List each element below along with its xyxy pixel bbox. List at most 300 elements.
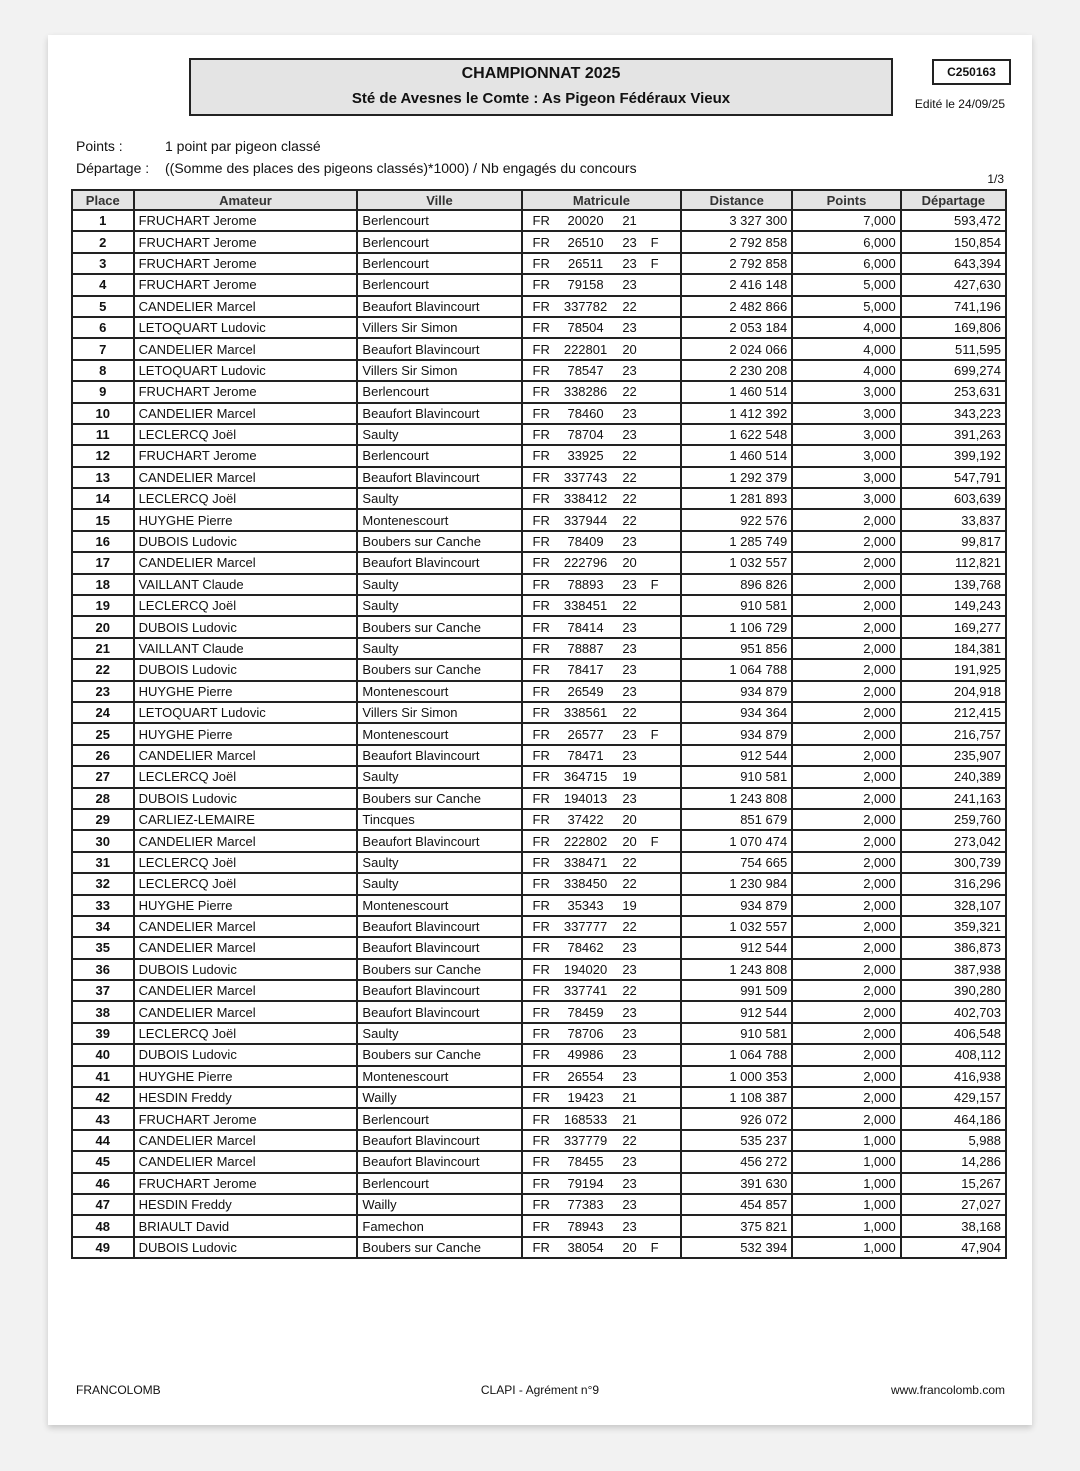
cell-matricule <box>522 317 682 338</box>
matricule-country: FR <box>532 790 550 806</box>
table-row <box>72 702 1006 723</box>
cell-amateur: FRUCHART Jerome <box>134 1173 358 1194</box>
table-row <box>72 210 1006 231</box>
cell-place: 39 <box>72 1023 134 1044</box>
cell-departage: 464,186 <box>901 1108 1006 1129</box>
cell-place: 13 <box>72 467 134 488</box>
cell-points: 2,000 <box>792 1001 901 1022</box>
cell-points: 6,000 <box>792 253 901 274</box>
cell-departage: 387,938 <box>901 959 1006 980</box>
cell-points: 2,000 <box>792 681 901 702</box>
cell-amateur: DUBOIS Ludovic <box>134 959 358 980</box>
matricule-number: 338471 <box>563 854 608 870</box>
matricule-number: 194020 <box>563 961 608 977</box>
cell-distance: 1 032 557 <box>681 916 792 937</box>
cell-matricule <box>522 788 682 809</box>
cell-departage: 47,904 <box>901 1237 1006 1258</box>
cell-departage: 386,873 <box>901 937 1006 958</box>
points-label: Points : <box>76 138 123 154</box>
cell-points: 2,000 <box>792 937 901 958</box>
cell-place: 6 <box>72 317 134 338</box>
cell-ville: Saulty <box>357 424 521 445</box>
cell-departage: 427,630 <box>901 274 1006 295</box>
cell-ville: Beaufort Blavincourt <box>357 296 521 317</box>
table-row <box>72 574 1006 595</box>
cell-place: 26 <box>72 745 134 766</box>
cell-ville: Beaufort Blavincourt <box>357 916 521 937</box>
cell-points: 1,000 <box>792 1215 901 1236</box>
cell-distance: 912 544 <box>681 1001 792 1022</box>
cell-place: 4 <box>72 274 134 295</box>
cell-points: 2,000 <box>792 1108 901 1129</box>
cell-departage: 191,925 <box>901 659 1006 680</box>
col-header-place: Place <box>72 190 134 210</box>
cell-amateur: FRUCHART Jerome <box>134 381 358 402</box>
cell-points: 3,000 <box>792 488 901 509</box>
cell-place: 37 <box>72 980 134 1001</box>
cell-distance: 912 544 <box>681 937 792 958</box>
cell-amateur: VAILLANT Claude <box>134 574 358 595</box>
cell-ville: Beaufort Blavincourt <box>357 830 521 851</box>
cell-amateur: FRUCHART Jerome <box>134 445 358 466</box>
matricule-year: 23 <box>622 277 637 293</box>
cell-amateur: BRIAULT David <box>134 1215 358 1236</box>
cell-ville: Saulty <box>357 595 521 616</box>
cell-matricule <box>522 895 682 916</box>
cell-amateur: DUBOIS Ludovic <box>134 616 358 637</box>
cell-place: 18 <box>72 574 134 595</box>
matricule-year: 22 <box>622 598 637 614</box>
matricule-year: 20 <box>622 555 637 571</box>
table-row <box>72 659 1006 680</box>
cell-place: 28 <box>72 788 134 809</box>
cell-points: 2,000 <box>792 916 901 937</box>
table-row <box>72 1044 1006 1065</box>
cell-distance: 1 230 984 <box>681 873 792 894</box>
cell-matricule <box>522 574 682 595</box>
cell-amateur: HESDIN Freddy <box>134 1087 358 1108</box>
cell-departage: 240,389 <box>901 766 1006 787</box>
cell-points: 2,000 <box>792 959 901 980</box>
cell-ville: Boubers sur Canche <box>357 1237 521 1258</box>
table-row <box>72 745 1006 766</box>
cell-departage: 150,854 <box>901 231 1006 252</box>
table-row <box>72 616 1006 637</box>
footer-website: www.francolomb.com <box>890 1383 1005 1397</box>
matricule-number: 78455 <box>567 1154 604 1170</box>
cell-place: 43 <box>72 1108 134 1129</box>
cell-amateur: VAILLANT Claude <box>134 638 358 659</box>
cell-distance: 922 576 <box>681 509 792 530</box>
cell-ville: Berlencourt <box>357 253 521 274</box>
table-row <box>72 959 1006 980</box>
cell-distance: 2 416 148 <box>681 274 792 295</box>
cell-place: 9 <box>72 381 134 402</box>
matricule-country: FR <box>532 1047 550 1063</box>
table-row <box>72 338 1006 359</box>
cell-departage: 216,757 <box>901 723 1006 744</box>
cell-amateur: DUBOIS Ludovic <box>134 1044 358 1065</box>
cell-matricule <box>522 1066 682 1087</box>
cell-matricule <box>522 852 682 873</box>
cell-points: 2,000 <box>792 1066 901 1087</box>
cell-ville: Beaufort Blavincourt <box>357 1130 521 1151</box>
cell-points: 5,000 <box>792 274 901 295</box>
cell-distance: 1 281 893 <box>681 488 792 509</box>
cell-ville: Wailly <box>357 1087 521 1108</box>
cell-points: 2,000 <box>792 766 901 787</box>
cell-departage: 149,243 <box>901 595 1006 616</box>
cell-amateur: DUBOIS Ludovic <box>134 788 358 809</box>
matricule-year: 23 <box>622 576 637 592</box>
matricule-number: 78893 <box>567 576 604 592</box>
matricule-year: 21 <box>622 1090 637 1106</box>
cell-distance: 754 665 <box>681 852 792 873</box>
cell-distance: 851 679 <box>681 809 792 830</box>
matricule-country: FR <box>532 534 550 550</box>
cell-ville: Wailly <box>357 1194 521 1215</box>
cell-matricule <box>522 360 682 381</box>
matricule-number: 26549 <box>567 683 604 699</box>
matricule-number: 78706 <box>567 1026 604 1042</box>
matricule-country: FR <box>532 747 550 763</box>
table-row <box>72 1237 1006 1258</box>
matricule-year: 22 <box>622 512 637 528</box>
cell-matricule <box>522 702 682 723</box>
matricule-country: FR <box>532 961 550 977</box>
cell-matricule <box>522 1023 682 1044</box>
col-header-points: Points <box>792 190 901 210</box>
matricule-number: 78459 <box>567 1004 604 1020</box>
cell-departage: 343,223 <box>901 403 1006 424</box>
matricule-sex: F <box>650 726 659 742</box>
table-row <box>72 809 1006 830</box>
cell-matricule <box>522 210 682 231</box>
table-row <box>72 360 1006 381</box>
cell-place: 33 <box>72 895 134 916</box>
cell-points: 4,000 <box>792 338 901 359</box>
cell-matricule <box>522 745 682 766</box>
cell-matricule <box>522 296 682 317</box>
cell-distance: 910 581 <box>681 766 792 787</box>
cell-matricule <box>522 231 682 252</box>
table-row <box>72 1130 1006 1151</box>
cell-departage: 112,821 <box>901 552 1006 573</box>
cell-departage: 406,548 <box>901 1023 1006 1044</box>
cell-matricule <box>522 916 682 937</box>
cell-distance: 934 879 <box>681 681 792 702</box>
table-row <box>72 274 1006 295</box>
matricule-year: 23 <box>622 427 637 443</box>
table-row <box>72 766 1006 787</box>
cell-distance: 1 000 353 <box>681 1066 792 1087</box>
cell-points: 2,000 <box>792 531 901 552</box>
cell-points: 2,000 <box>792 1023 901 1044</box>
cell-distance: 1 106 729 <box>681 616 792 637</box>
table-row <box>72 509 1006 530</box>
table-row <box>72 723 1006 744</box>
matricule-number: 78414 <box>567 619 604 635</box>
cell-matricule <box>522 274 682 295</box>
matricule-year: 23 <box>622 790 637 806</box>
cell-place: 17 <box>72 552 134 573</box>
matricule-year: 22 <box>622 983 637 999</box>
cell-place: 40 <box>72 1044 134 1065</box>
cell-ville: Boubers sur Canche <box>357 1044 521 1065</box>
matricule-number: 337944 <box>563 512 608 528</box>
cell-distance: 1 460 514 <box>681 381 792 402</box>
cell-place: 46 <box>72 1173 134 1194</box>
matricule-year: 20 <box>622 1239 637 1255</box>
cell-amateur: CANDELIER Marcel <box>134 745 358 766</box>
matricule-country: FR <box>532 705 550 721</box>
table-row <box>72 296 1006 317</box>
cell-ville: Boubers sur Canche <box>357 959 521 980</box>
matricule-country: FR <box>532 662 550 678</box>
cell-ville: Montenescourt <box>357 895 521 916</box>
cell-departage: 399,192 <box>901 445 1006 466</box>
matricule-country: FR <box>532 876 550 892</box>
cell-points: 2,000 <box>792 509 901 530</box>
cell-ville: Villers Sir Simon <box>357 360 521 381</box>
cell-matricule <box>522 937 682 958</box>
matricule-number: 49986 <box>567 1047 604 1063</box>
cell-points: 6,000 <box>792 231 901 252</box>
cell-place: 23 <box>72 681 134 702</box>
cell-departage: 259,760 <box>901 809 1006 830</box>
cell-ville: Berlencourt <box>357 1173 521 1194</box>
cell-amateur: DUBOIS Ludovic <box>134 659 358 680</box>
cell-distance: 2 053 184 <box>681 317 792 338</box>
matricule-year: 23 <box>622 1175 637 1191</box>
cell-points: 1,000 <box>792 1130 901 1151</box>
matricule-country: FR <box>532 213 550 229</box>
cell-points: 7,000 <box>792 210 901 231</box>
cell-place: 7 <box>72 338 134 359</box>
cell-points: 1,000 <box>792 1194 901 1215</box>
cell-place: 47 <box>72 1194 134 1215</box>
cell-place: 31 <box>72 852 134 873</box>
matricule-year: 21 <box>622 1111 637 1127</box>
matricule-number: 37422 <box>567 812 604 828</box>
cell-distance: 934 879 <box>681 895 792 916</box>
cell-departage: 235,907 <box>901 745 1006 766</box>
cell-ville: Saulty <box>357 574 521 595</box>
cell-departage: 5,988 <box>901 1130 1006 1151</box>
matricule-country: FR <box>532 234 550 250</box>
cell-amateur: FRUCHART Jerome <box>134 231 358 252</box>
cell-points: 2,000 <box>792 1044 901 1065</box>
cell-place: 27 <box>72 766 134 787</box>
cell-amateur: HUYGHE Pierre <box>134 895 358 916</box>
cell-distance: 1 064 788 <box>681 659 792 680</box>
matricule-country: FR <box>532 641 550 656</box>
matricule-year: 22 <box>622 919 637 935</box>
matricule-year: 22 <box>622 491 637 507</box>
table-row <box>72 552 1006 573</box>
matricule-year: 23 <box>622 1154 637 1170</box>
matricule-country: FR <box>532 576 550 592</box>
cell-ville: Montenescourt <box>357 723 521 744</box>
table-row <box>72 788 1006 809</box>
cell-distance: 1 064 788 <box>681 1044 792 1065</box>
matricule-number: 78887 <box>567 641 604 656</box>
cell-departage: 390,280 <box>901 980 1006 1001</box>
cell-matricule <box>522 552 682 573</box>
matricule-sex: F <box>650 234 659 250</box>
table-row <box>72 231 1006 252</box>
table-row <box>72 1066 1006 1087</box>
matricule-year: 20 <box>622 341 637 357</box>
matricule-year: 19 <box>622 897 637 913</box>
cell-distance: 896 826 <box>681 574 792 595</box>
cell-departage: 316,296 <box>901 873 1006 894</box>
matricule-number: 168533 <box>563 1111 608 1127</box>
matricule-sex: F <box>650 255 659 271</box>
document-page <box>48 35 1032 1425</box>
cell-matricule <box>522 723 682 744</box>
cell-departage: 741,196 <box>901 296 1006 317</box>
cell-matricule <box>522 616 682 637</box>
matricule-country: FR <box>532 897 550 913</box>
cell-matricule <box>522 509 682 530</box>
matricule-year: 23 <box>622 1026 637 1042</box>
cell-matricule <box>522 809 682 830</box>
cell-place: 34 <box>72 916 134 937</box>
cell-distance: 3 327 300 <box>681 210 792 231</box>
cell-departage: 429,157 <box>901 1087 1006 1108</box>
col-header-ville: Ville <box>357 190 521 210</box>
cell-matricule <box>522 980 682 1001</box>
cell-departage: 241,163 <box>901 788 1006 809</box>
cell-points: 4,000 <box>792 360 901 381</box>
cell-departage: 99,817 <box>901 531 1006 552</box>
cell-place: 30 <box>72 830 134 851</box>
table-row <box>72 424 1006 445</box>
cell-amateur: LECLERCQ Joël <box>134 595 358 616</box>
cell-amateur: CANDELIER Marcel <box>134 830 358 851</box>
matricule-country: FR <box>532 833 550 849</box>
cell-ville: Saulty <box>357 873 521 894</box>
matricule-year: 21 <box>622 213 637 229</box>
cell-matricule <box>522 1001 682 1022</box>
cell-points: 2,000 <box>792 852 901 873</box>
matricule-number: 26511 <box>567 255 604 271</box>
cell-amateur: CANDELIER Marcel <box>134 296 358 317</box>
matricule-number: 222801 <box>563 341 608 357</box>
cell-amateur: FRUCHART Jerome <box>134 274 358 295</box>
matricule-year: 22 <box>622 298 637 314</box>
cell-matricule <box>522 830 682 851</box>
cell-matricule <box>522 403 682 424</box>
cell-place: 48 <box>72 1215 134 1236</box>
cell-ville: Beaufort Blavincourt <box>357 403 521 424</box>
matricule-year: 20 <box>622 833 637 849</box>
matricule-country: FR <box>532 512 550 528</box>
cell-distance: 1 292 379 <box>681 467 792 488</box>
matricule-number: 26577 <box>567 726 604 742</box>
matricule-year: 23 <box>622 1047 637 1063</box>
matricule-country: FR <box>532 255 550 271</box>
cell-departage: 273,042 <box>901 830 1006 851</box>
cell-amateur: LECLERCQ Joël <box>134 1023 358 1044</box>
cell-points: 5,000 <box>792 296 901 317</box>
cell-ville: Tincques <box>357 809 521 830</box>
matricule-year: 23 <box>622 255 637 271</box>
matricule-year: 23 <box>622 683 637 699</box>
cell-matricule <box>522 681 682 702</box>
cell-place: 2 <box>72 231 134 252</box>
cell-place: 11 <box>72 424 134 445</box>
cell-points: 2,000 <box>792 980 901 1001</box>
cell-ville: Saulty <box>357 638 521 659</box>
cell-distance: 2 792 858 <box>681 253 792 274</box>
cell-amateur: HESDIN Freddy <box>134 1194 358 1215</box>
matricule-country: FR <box>532 1175 550 1191</box>
cell-distance: 2 792 858 <box>681 231 792 252</box>
title-box <box>189 58 893 116</box>
cell-place: 3 <box>72 253 134 274</box>
cell-matricule <box>522 638 682 659</box>
cell-amateur: CARLIEZ-LEMAIRE <box>134 809 358 830</box>
cell-distance: 535 237 <box>681 1130 792 1151</box>
matricule-country: FR <box>532 919 550 935</box>
cell-points: 2,000 <box>792 638 901 659</box>
cell-place: 45 <box>72 1151 134 1172</box>
cell-points: 1,000 <box>792 1173 901 1194</box>
table-row <box>72 403 1006 424</box>
matricule-sex: F <box>650 833 659 849</box>
cell-matricule <box>522 659 682 680</box>
cell-amateur: LETOQUART Ludovic <box>134 317 358 338</box>
cell-distance: 1 460 514 <box>681 445 792 466</box>
cell-distance: 934 879 <box>681 723 792 744</box>
table-row <box>72 253 1006 274</box>
matricule-number: 78417 <box>567 662 604 678</box>
matricule-country: FR <box>532 1004 550 1020</box>
matricule-country: FR <box>532 555 550 571</box>
matricule-year: 23 <box>622 1068 637 1084</box>
points-value: 1 point par pigeon classé <box>165 138 321 154</box>
cell-distance: 1 285 749 <box>681 531 792 552</box>
cell-points: 2,000 <box>792 830 901 851</box>
cell-amateur: DUBOIS Ludovic <box>134 531 358 552</box>
cell-distance: 456 272 <box>681 1151 792 1172</box>
cell-matricule <box>522 424 682 445</box>
matricule-year: 22 <box>622 469 637 485</box>
cell-matricule <box>522 1130 682 1151</box>
cell-points: 2,000 <box>792 1087 901 1108</box>
matricule-number: 337782 <box>563 298 608 314</box>
document-subtitle: Sté de Avesnes le Comte : As Pigeon Fédéraux Vieux <box>351 90 731 107</box>
cell-points: 3,000 <box>792 381 901 402</box>
cell-ville: Saulty <box>357 766 521 787</box>
matricule-number: 338561 <box>563 705 608 721</box>
cell-matricule <box>522 1044 682 1065</box>
matricule-number: 78704 <box>567 427 604 443</box>
table-row <box>72 445 1006 466</box>
table-row <box>72 895 1006 916</box>
table-row <box>72 1215 1006 1236</box>
cell-place: 21 <box>72 638 134 659</box>
cell-ville: Berlencourt <box>357 381 521 402</box>
cell-departage: 27,027 <box>901 1194 1006 1215</box>
footer-agrement: CLAPI - Agrément n°9 <box>480 1383 600 1397</box>
cell-departage: 603,639 <box>901 488 1006 509</box>
matricule-number: 19423 <box>567 1090 604 1106</box>
cell-amateur: LECLERCQ Joël <box>134 488 358 509</box>
matricule-year: 22 <box>622 876 637 892</box>
